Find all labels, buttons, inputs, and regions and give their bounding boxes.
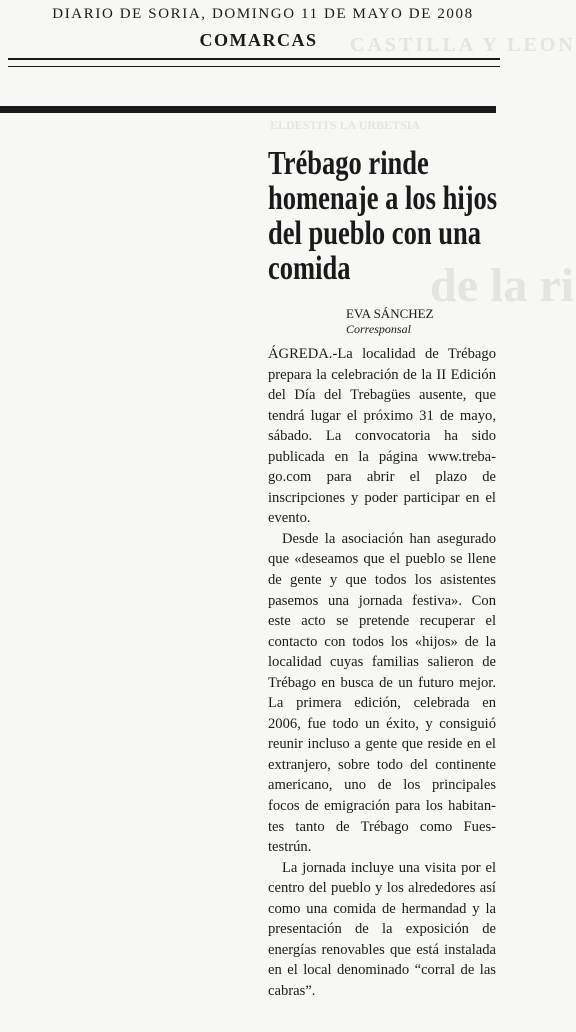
bleed-through-text: CASTILLA Y LEON (350, 34, 576, 56)
article-paragraph: ÁGREDA.-La localidad de Trébago prepara la celebración de la II Edición del Día del Trebagües ausente, que tendrá lugar el próximo 31 de mayo, sábado. La convocatoria ha sido publicada en la página www.trebago.com para abrir el plazo de inscripciones y poder participar en el evento. (268, 346, 496, 527)
byline-author: EVA SÁNCHEZ (346, 306, 434, 321)
article-body (268, 344, 496, 1002)
article-paragraph: La jornada incluye una visita por el centro del pueblo y los alrededores así como una comida de hermandad y la presentación de la exposición de energías renovables que está instalada en el local denominado “corral de las cabras”. (268, 859, 496, 999)
section-divider (0, 106, 496, 113)
bleed-through-text: ELDESTITS LA URBETSIA (270, 118, 421, 132)
header-rule (8, 58, 500, 60)
bleed-through-text: de la ri (430, 259, 574, 312)
article-headline: Trébago rinde homenaje a los hijos del pueblo con una comida (268, 145, 498, 287)
header-rule-thin (8, 66, 500, 67)
article-paragraph: Desde la asociación han asegurado que «deseamos que el pueblo se llene de gente y que todos los asistentes pasemos una jornada festiva». Con este acto se pretende recuperar el contacto con todos los «hijos» de la localidad cuyas familias salieron de Trébago en busca de un futuro mejor. La primera edición, celebrada en 2006, fue todo un éxito, y consiguió reunir incluso a gente que reside en el extranjero, sobre todo del continente americano, uno de los principales focos de emigración para los habitantes tanto de Trébago como Fuestestrún. (268, 530, 496, 856)
byline-role: Corresponsal (346, 322, 411, 336)
section-title: COMARCAS (199, 30, 318, 50)
publication-line: DIARIO DE SORIA, DOMINGO 11 DE MAYO DE 2008 (52, 6, 474, 22)
